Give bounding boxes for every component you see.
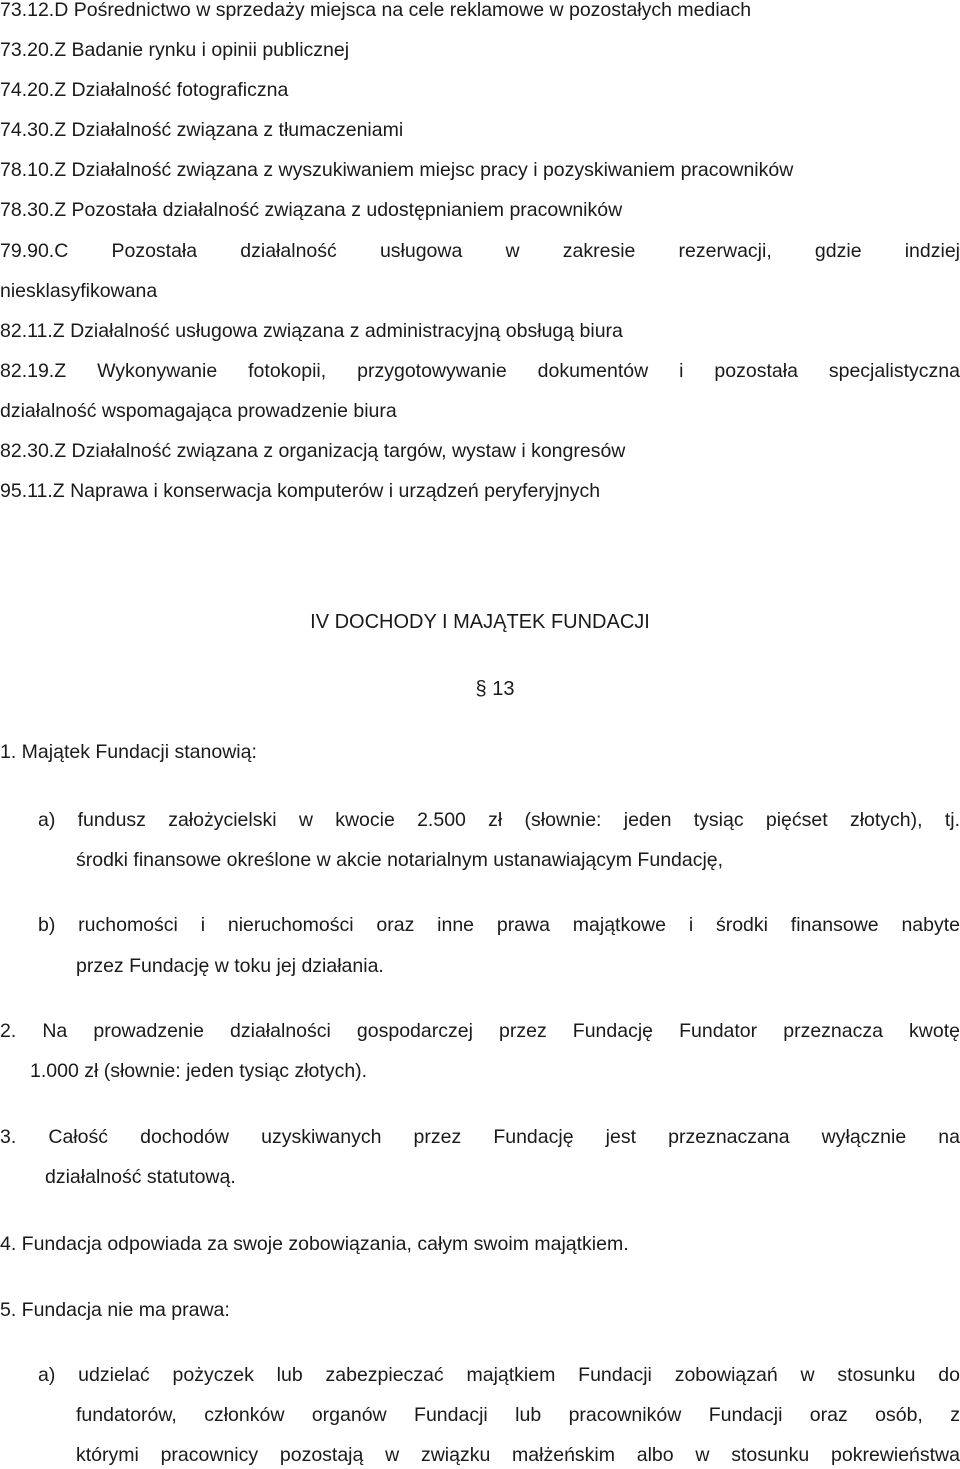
pkd-code-line: 73.20.Z Badanie rynku i opinii publicznej: [0, 39, 350, 61]
item-5-intro: 5. Fundacja nie ma prawa:: [0, 1299, 230, 1321]
section-title: IV DOCHODY I MAJĄTEK FUNDACJI: [310, 611, 650, 633]
pkd-code-line: 78.30.Z Pozostała działalność związana z udostępnianiem pracowników: [0, 199, 623, 221]
item-1a-line: środki finansowe określone w akcie notarialnym ustanawiającym Fundację,: [76, 849, 724, 871]
item-3-line: działalność statutową.: [45, 1166, 236, 1188]
paragraph-mark: § 13: [475, 678, 515, 700]
pkd-code-line: 82.19.Z Wykonywanie fotokopii, przygotowywanie dokumentów i pozostała specjalistyczna: [0, 360, 960, 382]
pkd-code-line: 79.90.C Pozostała działalność usługowa w zakresie rezerwacji, gdzie indziej: [0, 240, 960, 262]
pkd-code-line: 74.20.Z Działalność fotograficzna: [0, 79, 289, 101]
item-5a-line: fundatorów, członków organów Fundacji lub pracowników Fundacji oraz osób, z: [76, 1404, 960, 1426]
pkd-code-line: 74.30.Z Działalność związana z tłumaczeniami: [0, 119, 404, 141]
item-2-line: 1.000 zł (słownie: jeden tysiąc złotych).: [30, 1060, 368, 1082]
item-1b-line: b) ruchomości i nieruchomości oraz inne prawa majątkowe i środki finansowe nabyte: [38, 914, 960, 936]
pkd-code-line: 73.12.D Pośrednictwo w sprzedaży miejsca na cele reklamowe w pozostałych mediach: [0, 0, 752, 21]
item-1a-line: a) fundusz założycielski w kwocie 2.500 zł (słownie: jeden tysiąc pięćset złotych), tj.: [38, 809, 960, 831]
item-4-line: 4. Fundacja odpowiada za swoje zobowiązania, całym swoim majątkiem.: [0, 1233, 629, 1255]
item-1b-line: przez Fundację w toku jej działania.: [76, 955, 384, 977]
item-3-line: 3. Całość dochodów uzyskiwanych przez Fundację jest przeznaczana wyłącznie na: [0, 1126, 960, 1148]
item-5a-line: a) udzielać pożyczek lub zabezpieczać majątkiem Fundacji zobowiązań w stosunku do: [38, 1364, 960, 1386]
pkd-code-line-continuation: niesklasyfikowana: [0, 280, 158, 302]
item-1-intro: 1. Majątek Fundacji stanowią:: [0, 741, 257, 763]
pkd-code-line: 82.11.Z Działalność usługowa związana z administracyjną obsługą biura: [0, 320, 623, 342]
pkd-code-line-continuation: działalność wspomagająca prowadzenie biura: [0, 400, 397, 422]
item-5a-line: którymi pracownicy pozostają w związku małżeńskim albo w stosunku pokrewieństwa: [76, 1444, 960, 1466]
pkd-code-line: 78.10.Z Działalność związana z wyszukiwaniem miejsc pracy i pozyskiwaniem pracowników: [0, 159, 794, 181]
pkd-code-line: 95.11.Z Naprawa i konserwacja komputerów i urządzeń peryferyjnych: [0, 480, 601, 502]
item-2-line: 2. Na prowadzenie działalności gospodarczej przez Fundację Fundator przeznacza kwotę: [0, 1020, 960, 1042]
pkd-code-line: 82.30.Z Działalność związana z organizacją targów, wystaw i kongresów: [0, 440, 626, 462]
